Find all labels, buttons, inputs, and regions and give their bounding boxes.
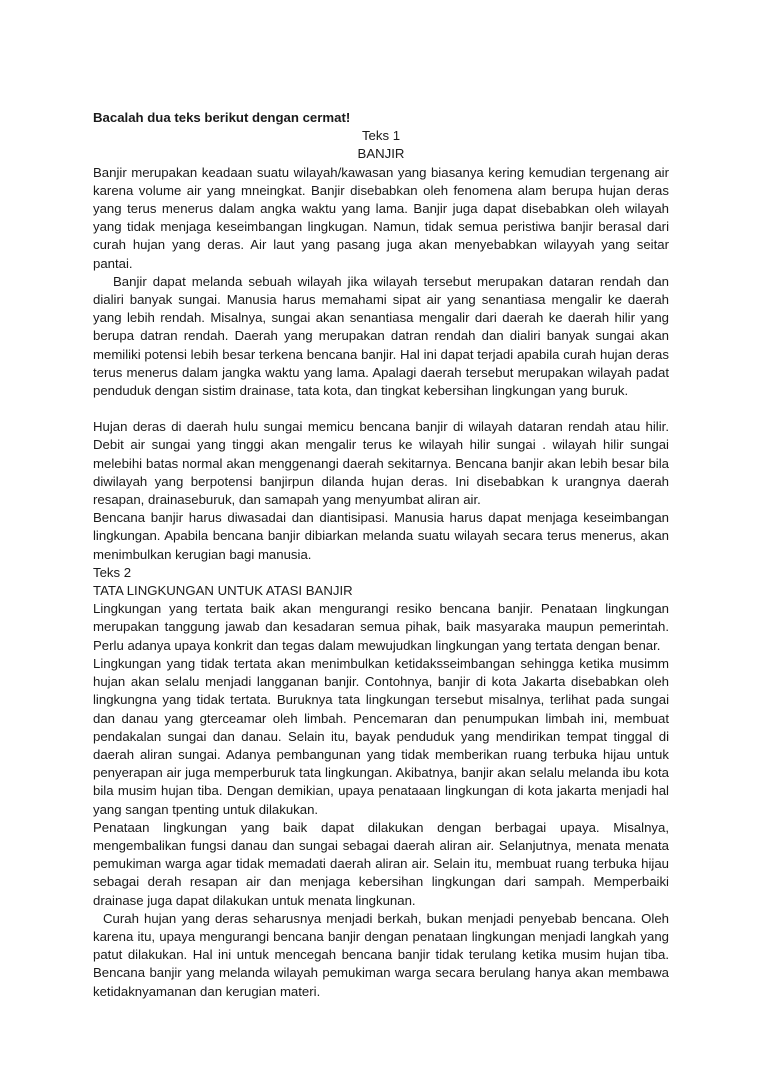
instruction: Bacalah dua teks berikut dengan cermat! [93, 110, 351, 125]
document-page [93, 109, 669, 1001]
text1-title: BANJIR [357, 146, 405, 162]
text2-paragraph: Penataan lingkungan yang baik dapat dilakukan dengan berbagai upaya. Misalnya, mengembalikan fungsi danau dan sungai sebagai daerah aliran air. Selanjutnya, menata menata pemukiman warga agar tidak memadati daerah aliran air. Selain itu, membuat ruang terbuka hijau sebagai derah resapan air dan menjaga kebersihan lingkungan dari sampah. Memperbaiki drainase juga dapat dilakukan untuk menata lingkunan. [93, 819, 669, 908]
text1-paragraph: Hujan deras di daerah hulu sungai memicu bencana banjir di wilayah dataran rendah atau hilir. Debit air sungai yang tinggi akan mengalir terus ke wilayah hilir sungai . wilayah hilir sungai melebihi batas normal akan menggenangi daerah sekitarnya. Bencana banjir akan lebih besar bila diwilayah yang berpotensi banjirpun dilanda hujan deras. Ini disebabkan k urangnya daerah resapan, drainaseburuk, dan samapah yang menyumbat aliran air. [93, 419, 669, 508]
text2-paragraph: Curah hujan yang deras seharusnya menjadi berkah, bukan menjadi penyebab bencana. Oleh karena itu, upaya mengurangi bencana banjir dengan penataan lingkungan menjadi langkah yang patut dilakukan. Hal ini untuk mencegah bencana banjir tidak terulang ketika musim hujan tiba. Bencana banjir yang melanda wilayah pemukiman warga secara berulang hanya akan membawa ketidaknyamanan dan kerugian materi. [93, 910, 669, 999]
paragraph-gap [93, 400, 669, 418]
text1-paragraph: Bencana banjir harus diwasadai dan diantisipasi. Manusia harus dapat menjaga keseimbangan lingkungan. Apabila bencana banjir dibiarkan melanda suatu wilayah secara terus menerus, akan menimbulkan kerugian bagi manusia. [93, 510, 669, 562]
text2-paragraph: Lingkungan yang tertata baik akan mengurangi resiko bencana banjir. Penataan lingkungan merupakan tanggung jawab dan kesadaran semua pihak, baik masyaraka maupun pemerintah. Perlu adanya upaya konkrit dan tegas dalam mewujudkan lingkungan yang tertata dengan benar. [93, 601, 669, 653]
text2-paragraph: Lingkungan yang tidak tertata akan menimbulkan ketidaksseimbangan sehingga ketika musimm hujan akan selalu menjadi langganan banjir. Contohnya, banjir di kota Jakarta disebabkan oleh lingkungna yang tidak tertata. Buruknya tata lingkungan tersebut misalnya, terlihat pada sungai dan danau yang gterceamar oleh limbah. Pencemaran dan penumpukan limbah ini, membuat pendakalan sungai dan danau. Selain itu, bayak penduduk yang mendirikan tempat tinggal di daerah aliran sungai. Adanya pembangunan yang tidak memberikan ruang terbuka hijau untuk penyerapan air juga memperburuk tata lingkungan. Akibatnya, banjir akan selalu melanda ibu kota bila musim hujan tiba. Dengan demikian, upaya penataaan lingkungan di kota jakarta menjadi hal yang sangan tpenting untuk dilakukan. [93, 655, 669, 817]
text1-label: Teks 1 [361, 128, 401, 144]
text1-paragraph: Banjir dapat melanda sebuah wilayah jika wilayah tersebut merupakan dataran rendah dan dialiri banyak sungai. Manusia harus memahami sipat air yang senantiasa mengalir ke daerah yang lebih rendah. Misalnya, sungai akan senantiasa mengalir dari daerah ke daerah hilir yang berupa datran rendah. Daerah yang merupakan datran rendah dan dialiri banyak sungai akan memiliki potensi lebih besar terkena bencana banjir. Hal ini dapat terjadi apabila curah hujan deras terus menerus dalam jangka waktu yang lama. Apalagi daerah tersebut merupakan wilayah padat penduduk dengan sistim drainase, tata kota, dan tingkat kebersihan lingkungan yang buruk. [93, 273, 669, 399]
text1-paragraph: Banjir merupakan keadaan suatu wilayah/kawasan yang biasanya kering kemudian tergenang air karena volume air yang mneingkat. Banjir disebabkan oleh fenomena alam berupa hujan deras yang terus menerus dalam angka waktu yang lama. Banjir juga dapat disebabkan oleh wilayah yang tidak menjaga keseimbangan lingkugan. Namun, tidak semua peristiwa banjir berasal dari curah hujan yang deras. Air laut yang pasang juga akan menyebabkan wilayyah yang seitar pantai. [93, 164, 669, 271]
text2-title: TATA LINGKUNGAN UNTUK ATASI BANJIR [93, 583, 353, 599]
text2-label: Teks 2 [93, 564, 132, 580]
